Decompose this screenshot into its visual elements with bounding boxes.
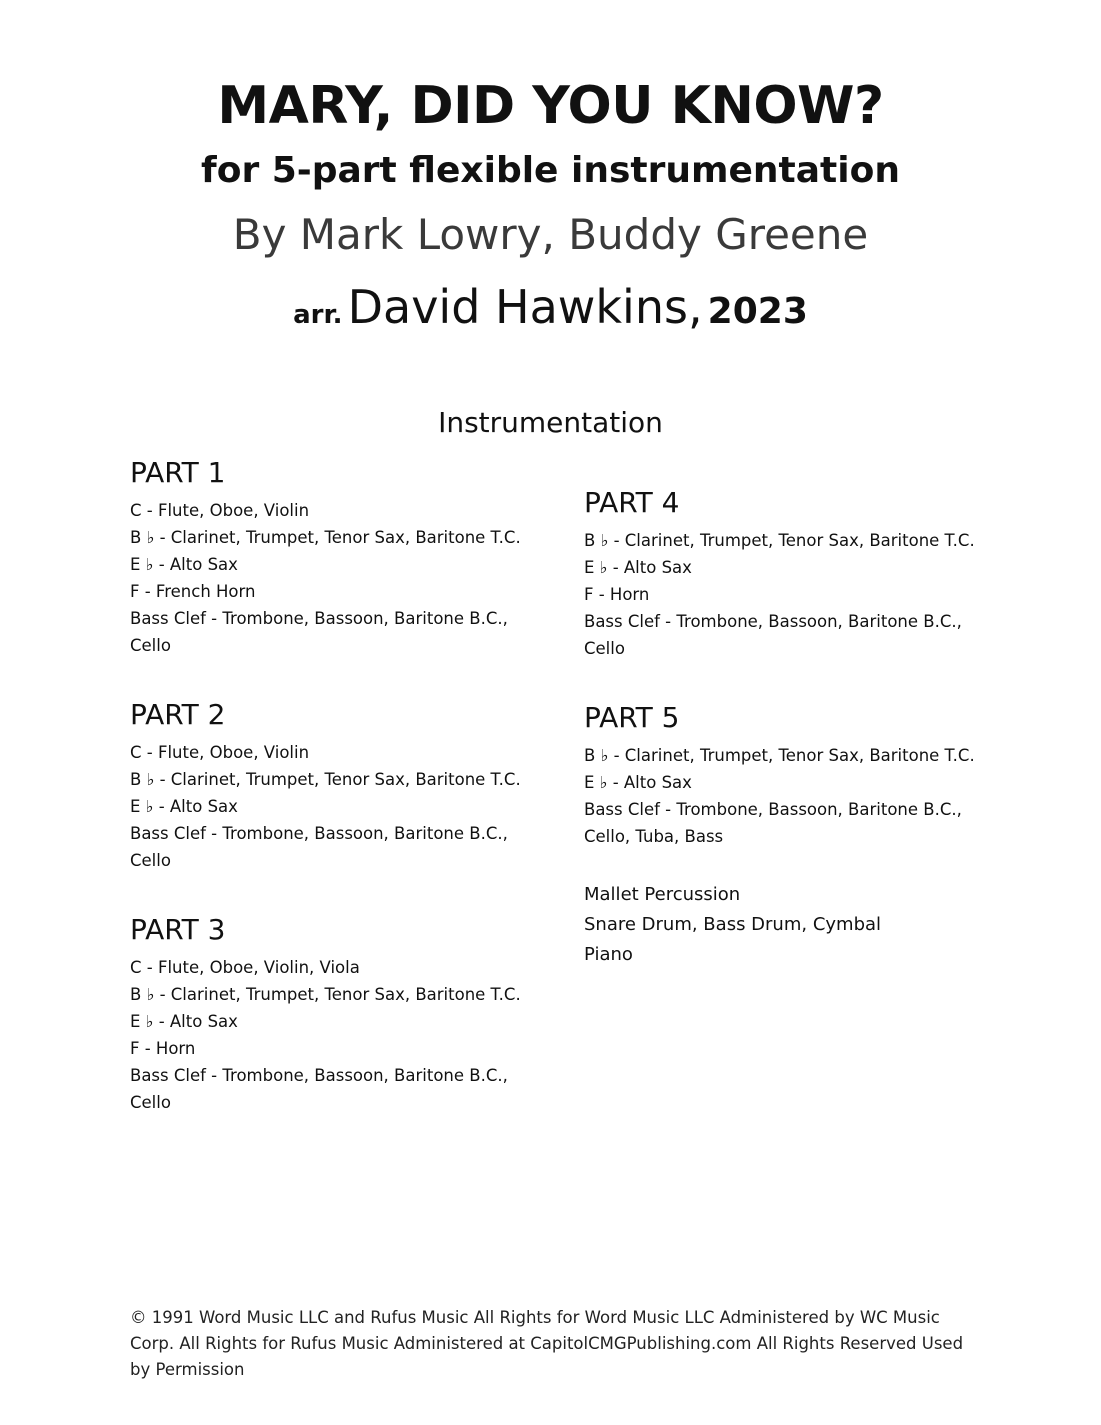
part-heading: PART 3 (130, 913, 226, 946)
piece-subtitle: for 5-part flexible instrumentation (201, 150, 900, 191)
part-line: Bass Clef - Trombone, Bassoon, Baritone B.C., (130, 1066, 508, 1085)
part-line: F - Horn (584, 585, 650, 604)
extra-instrument: Snare Drum, Bass Drum, Cymbal (584, 914, 882, 935)
part-line: C - Flute, Oboe, Violin (130, 501, 310, 520)
part-line: B ♭ - Clarinet, Trumpet, Tenor Sax, Baritone T.C. (130, 770, 521, 789)
extra-instrument: Mallet Percussion (584, 884, 741, 905)
part-line: E ♭ - Alto Sax (584, 773, 692, 792)
part-line: B ♭ - Clarinet, Trumpet, Tenor Sax, Baritone T.C. (584, 531, 975, 550)
part-line: Cello (130, 851, 171, 870)
part-line: Bass Clef - Trombone, Bassoon, Baritone B.C., (584, 800, 962, 819)
copyright-notice: © 1991 Word Music LLC and Rufus Music All Rights for Word Music LLC Administered by WC Music Corp. All Rights for Rufus Music Administered at CapitolCMGPublishing.com All Rights Reserved Used by Permission (130, 1308, 964, 1379)
part-line: B ♭ - Clarinet, Trumpet, Tenor Sax, Baritone T.C. (130, 985, 521, 1004)
part-heading: PART 1 (130, 456, 226, 489)
part-line: C - Flute, Oboe, Violin, Viola (130, 958, 360, 977)
extra-instrument: Piano (584, 944, 633, 965)
part-2-block (130, 698, 530, 874)
part-line: Cello, Tuba, Bass (584, 827, 724, 846)
part-line: Cello (130, 636, 171, 655)
part-heading: PART 2 (130, 698, 226, 731)
part-line: Bass Clef - Trombone, Bassoon, Baritone B.C., (130, 609, 508, 628)
part-line: Bass Clef - Trombone, Bassoon, Baritone B.C., (584, 612, 962, 631)
instrumentation-heading: Instrumentation (438, 406, 663, 439)
composers-credit: By Mark Lowry, Buddy Greene (232, 210, 869, 259)
part-line: E ♭ - Alto Sax (130, 797, 238, 816)
part-line: B ♭ - Clarinet, Trumpet, Tenor Sax, Baritone T.C. (130, 528, 521, 547)
arrangement-year: 2023 (707, 291, 808, 332)
part-line: Cello (130, 1093, 171, 1112)
part-line: E ♭ - Alto Sax (584, 558, 692, 577)
part-line: E ♭ - Alto Sax (130, 555, 238, 574)
part-5-block (584, 701, 984, 850)
part-3-block (130, 913, 530, 1116)
part-heading: PART 4 (584, 486, 680, 519)
part-1-block (130, 456, 530, 659)
part-line: Bass Clef - Trombone, Bassoon, Baritone B.C., (130, 824, 508, 843)
piece-title: MARY, DID YOU KNOW? (217, 76, 884, 136)
additional-instruments (584, 880, 984, 970)
part-heading: PART 5 (584, 701, 680, 734)
arr-prefix: arr. (293, 300, 343, 330)
part-line: F - French Horn (130, 582, 256, 601)
arranger-credit (0, 280, 1101, 334)
part-line: B ♭ - Clarinet, Trumpet, Tenor Sax, Baritone T.C. (584, 746, 975, 765)
arranger-name: David Hawkins, (347, 280, 703, 334)
part-line: C - Flute, Oboe, Violin (130, 743, 310, 762)
part-line: E ♭ - Alto Sax (130, 1012, 238, 1031)
part-line: Cello (584, 639, 625, 658)
part-4-block (584, 486, 984, 662)
part-line: F - Horn (130, 1039, 196, 1058)
